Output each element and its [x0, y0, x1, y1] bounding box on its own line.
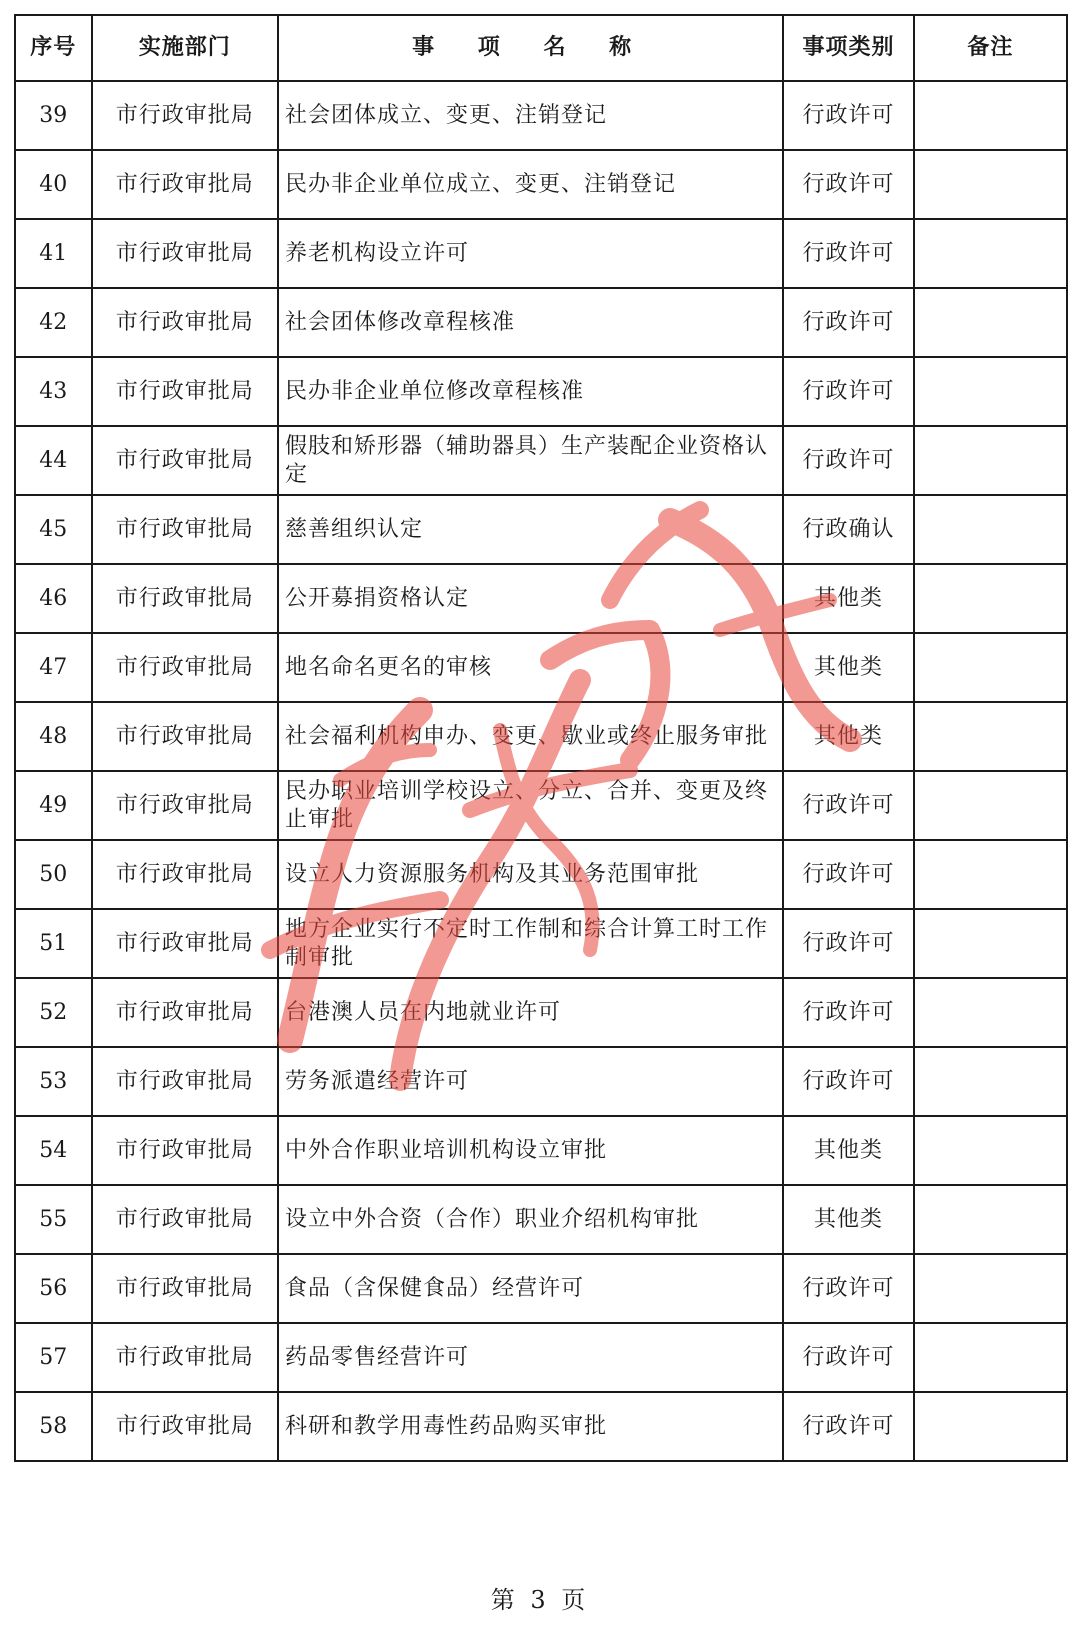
row-item-type: 行政许可 — [783, 426, 913, 495]
header-type: 事项类别 — [783, 15, 913, 81]
row-department: 市行政审批局 — [92, 564, 278, 633]
row-item-name: 药品零售经营许可 — [278, 1323, 783, 1392]
row-item-type: 行政许可 — [783, 219, 913, 288]
row-number: 47 — [15, 633, 92, 702]
row-note — [914, 288, 1067, 357]
row-department: 市行政审批局 — [92, 702, 278, 771]
document-sheet — [14, 14, 1068, 1462]
table-row — [15, 978, 1067, 1047]
row-number: 58 — [15, 1392, 92, 1461]
row-department: 市行政审批局 — [92, 771, 278, 840]
row-note — [914, 1185, 1067, 1254]
row-item-type: 其他类 — [783, 1185, 913, 1254]
table-header-row — [15, 15, 1067, 81]
row-note — [914, 1323, 1067, 1392]
row-department: 市行政审批局 — [92, 1185, 278, 1254]
row-department: 市行政审批局 — [92, 426, 278, 495]
row-item-type: 其他类 — [783, 1116, 913, 1185]
row-item-name: 地方企业实行不定时工作制和综合计算工时工作制审批 — [278, 909, 783, 978]
row-item-type: 其他类 — [783, 564, 913, 633]
row-note — [914, 702, 1067, 771]
row-department: 市行政审批局 — [92, 978, 278, 1047]
header-dept: 实施部门 — [92, 15, 278, 81]
row-item-type: 行政许可 — [783, 1047, 913, 1116]
row-department: 市行政审批局 — [92, 909, 278, 978]
row-number: 43 — [15, 357, 92, 426]
row-department: 市行政审批局 — [92, 1392, 278, 1461]
row-department: 市行政审批局 — [92, 357, 278, 426]
row-item-name: 科研和教学用毒性药品购买审批 — [278, 1392, 783, 1461]
table-row — [15, 1047, 1067, 1116]
row-number: 53 — [15, 1047, 92, 1116]
table-row — [15, 1392, 1067, 1461]
row-department: 市行政审批局 — [92, 840, 278, 909]
row-item-name: 公开募捐资格认定 — [278, 564, 783, 633]
row-item-type: 行政许可 — [783, 288, 913, 357]
table-row — [15, 633, 1067, 702]
row-department: 市行政审批局 — [92, 1047, 278, 1116]
row-number: 56 — [15, 1254, 92, 1323]
row-number: 52 — [15, 978, 92, 1047]
table-row — [15, 564, 1067, 633]
row-number: 40 — [15, 150, 92, 219]
row-number: 51 — [15, 909, 92, 978]
table-row — [15, 219, 1067, 288]
row-number: 50 — [15, 840, 92, 909]
row-department: 市行政审批局 — [92, 1323, 278, 1392]
row-item-name: 假肢和矫形器（辅助器具）生产装配企业资格认定 — [278, 426, 783, 495]
row-item-type: 行政许可 — [783, 357, 913, 426]
row-item-name: 设立中外合资（合作）职业介绍机构审批 — [278, 1185, 783, 1254]
row-number: 45 — [15, 495, 92, 564]
row-item-type: 行政许可 — [783, 1392, 913, 1461]
row-item-name: 社会福利机构申办、变更、歇业或终止服务审批 — [278, 702, 783, 771]
table-row — [15, 288, 1067, 357]
table-row — [15, 81, 1067, 150]
row-number: 55 — [15, 1185, 92, 1254]
table-row — [15, 357, 1067, 426]
table-row — [15, 1254, 1067, 1323]
table-row — [15, 426, 1067, 495]
row-note — [914, 840, 1067, 909]
row-item-type: 行政许可 — [783, 771, 913, 840]
row-item-type: 行政许可 — [783, 840, 913, 909]
row-note — [914, 1254, 1067, 1323]
row-department: 市行政审批局 — [92, 81, 278, 150]
row-note — [914, 1116, 1067, 1185]
row-item-type: 行政许可 — [783, 909, 913, 978]
table-row — [15, 1116, 1067, 1185]
header-name: 事 项 名 称 — [278, 15, 783, 81]
row-item-name: 养老机构设立许可 — [278, 219, 783, 288]
row-note — [914, 909, 1067, 978]
row-item-name: 中外合作职业培训机构设立审批 — [278, 1116, 783, 1185]
row-note — [914, 978, 1067, 1047]
row-item-name: 慈善组织认定 — [278, 495, 783, 564]
row-item-name: 民办职业培训学校设立、分立、合并、变更及终止审批 — [278, 771, 783, 840]
row-department: 市行政审批局 — [92, 633, 278, 702]
row-item-type: 行政许可 — [783, 1254, 913, 1323]
row-number: 54 — [15, 1116, 92, 1185]
table-row — [15, 702, 1067, 771]
row-item-name: 劳务派遣经营许可 — [278, 1047, 783, 1116]
row-number: 39 — [15, 81, 92, 150]
row-department: 市行政审批局 — [92, 150, 278, 219]
row-item-name: 社会团体成立、变更、注销登记 — [278, 81, 783, 150]
row-item-type: 其他类 — [783, 702, 913, 771]
row-department: 市行政审批局 — [92, 1116, 278, 1185]
row-note — [914, 771, 1067, 840]
page-number: 第 3 页 — [490, 1586, 590, 1614]
table-body — [15, 81, 1067, 1461]
row-note — [914, 633, 1067, 702]
table-row — [15, 909, 1067, 978]
row-note — [914, 426, 1067, 495]
row-item-name: 食品（含保健食品）经营许可 — [278, 1254, 783, 1323]
row-department: 市行政审批局 — [92, 1254, 278, 1323]
row-note — [914, 81, 1067, 150]
row-number: 44 — [15, 426, 92, 495]
row-item-type: 行政许可 — [783, 150, 913, 219]
row-item-type: 行政确认 — [783, 495, 913, 564]
table-row — [15, 1323, 1067, 1392]
row-item-name: 台港澳人员在内地就业许可 — [278, 978, 783, 1047]
table-row — [15, 1185, 1067, 1254]
row-note — [914, 357, 1067, 426]
row-item-name: 民办非企业单位修改章程核准 — [278, 357, 783, 426]
items-table — [14, 14, 1068, 1462]
row-item-name: 民办非企业单位成立、变更、注销登记 — [278, 150, 783, 219]
header-no: 序号 — [15, 15, 92, 81]
table-row — [15, 150, 1067, 219]
row-number: 41 — [15, 219, 92, 288]
row-note — [914, 219, 1067, 288]
row-note — [914, 150, 1067, 219]
row-item-type: 其他类 — [783, 633, 913, 702]
row-note — [914, 1047, 1067, 1116]
row-note — [914, 1392, 1067, 1461]
row-note — [914, 564, 1067, 633]
row-item-type: 行政许可 — [783, 978, 913, 1047]
table-row — [15, 840, 1067, 909]
table-row — [15, 495, 1067, 564]
row-number: 48 — [15, 702, 92, 771]
row-department: 市行政审批局 — [92, 288, 278, 357]
row-number: 57 — [15, 1323, 92, 1392]
row-department: 市行政审批局 — [92, 495, 278, 564]
header-note: 备注 — [914, 15, 1067, 81]
table-row — [15, 771, 1067, 840]
row-number: 46 — [15, 564, 92, 633]
row-item-type: 行政许可 — [783, 81, 913, 150]
row-department: 市行政审批局 — [92, 219, 278, 288]
row-item-name: 地名命名更名的审核 — [278, 633, 783, 702]
row-item-name: 设立人力资源服务机构及其业务范围审批 — [278, 840, 783, 909]
row-number: 42 — [15, 288, 92, 357]
row-item-type: 行政许可 — [783, 1323, 913, 1392]
row-item-name: 社会团体修改章程核准 — [278, 288, 783, 357]
row-note — [914, 495, 1067, 564]
row-number: 49 — [15, 771, 92, 840]
